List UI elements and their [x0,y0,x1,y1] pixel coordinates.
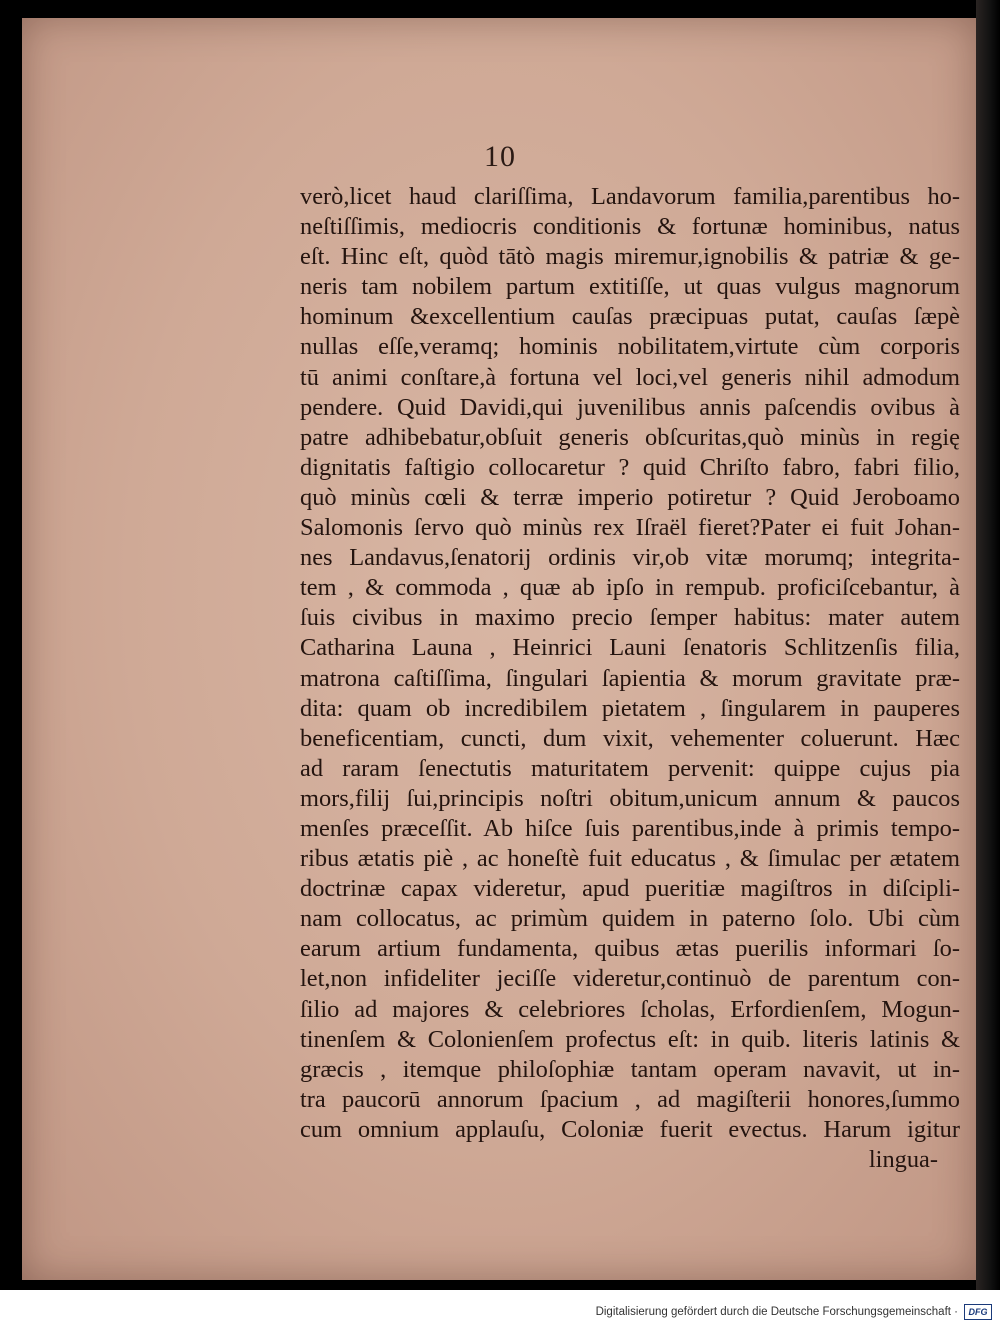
text-line: ribus ætatis piè , ac honeſtè fuit educatus , & ſimulac per ætatem [300,845,960,873]
text-line: nam collocatus, ac primùm quidem in paterno ſolo. Ubi cùm [300,905,960,933]
text-line: cum omnium applauſu, Coloniæ fuerit evectus. Harum igitur [300,1115,960,1143]
text-line: Catharina Launa , Heinrici Launi ſenatoris Schlitzenſis filia, [300,634,960,662]
text-line: lingua- [868,1146,938,1173]
footer-bar [0,1290,1000,1328]
text-line: eſt. Hinc eſt, quòd tātò magis miremur,ignobilis & patriæ & ge- [300,243,960,271]
text-line: pendere. Quid Davidi,qui juvenilibus annis paſcendis ovibus à [300,393,960,421]
text-line: neſtiſſimis, mediocris conditionis & fortunæ hominibus, natus [300,213,960,241]
book-gutter-edge [976,0,1000,1290]
text-line: verò,licet haud clariſſima, Landavorum familia,parentibus ho- [300,183,960,210]
text-line: doctrinæ capax videretur, apud pueritiæ magiſtros in diſcipli- [300,875,960,903]
text-line: beneficentiam, cuncti, dum vixit, vehementer coluerunt. Hæc [300,724,960,752]
text-line: nes Landavus,ſenatorij ordinis vir,ob vitæ morumq; integrita- [300,544,960,572]
text-line: earum artium fundamenta, quibus ætas puerilis informari ſo- [300,935,960,963]
page-number: 10 [484,140,516,173]
text-line: matrona caſtiſſima, ſingulari ſapientia & morum gravitate præ- [300,664,960,692]
text-line: mors,filij ſui,principis noſtri obitum,unicum annum & paucos [300,784,960,812]
text-line: ad raram ſenectutis maturitatem pervenit: quippe cujus pia [300,754,960,782]
text-line: nullas eſſe,veramq; hominis nobilitatem,virtute cùm corporis [300,333,960,361]
text-line: tinenſem & Colonienſem profectus eſt: in quib. literis latinis & [300,1025,960,1053]
text-line: neris tam nobilem partum extitiſſe, ut quas vulgus magnorum [300,273,960,301]
text-line: græcis , itemque philoſophiæ tantam operam navavit, ut in- [300,1055,960,1083]
text-line: patre adhibebatur,obſuit generis obſcuritas,quò minùs in regię [300,423,960,451]
funding-credit: Digitalisierung gefördert durch die Deutsche Forschungsgemeinschaft · [595,1306,958,1318]
text-line: Salomonis ſervo quò minùs rex Iſraël fieret?Pater ei fuit Johan- [300,514,960,542]
text-line: tū animi conſtare,à fortuna vel loci,vel generis nihil admodum [300,363,960,391]
text-line: ſuis civibus in maximo precio ſemper habitus: mater autem [300,604,960,632]
text-line: let,non infideliter jeciſſe videretur,continuò de parentum con- [300,965,960,993]
text-line: tem , & commoda , quæ ab ipſo in rempub. proficiſcebantur, à [300,574,960,602]
text-line: dita: quam ob incredibilem pietatem , ſingularem in pauperes [300,694,960,722]
text-line: ſilio ad majores & celebriores ſcholas, Erfordienſem, Mogun- [300,995,960,1023]
text-line: menſes præceſſit. Ab hiſce ſuis parentibus,inde à primis tempo- [300,814,960,842]
page-text-block [300,182,960,1175]
text-line: dignitatis faſtigio collocaretur ? quid Chriſto fabro, fabri filio, [300,453,960,481]
text-line: tra paucorū annorum ſpacium , ad magiſterii honores,ſummo [300,1085,960,1113]
dfg-logo-icon: DFG [964,1304,992,1320]
text-line: quò minùs cœli & terræ imperio potiretur ? Quid Jeroboamo [300,483,960,511]
text-line: hominum &excellentium cauſas præcipuas putat, cauſas ſæpè [300,303,960,331]
